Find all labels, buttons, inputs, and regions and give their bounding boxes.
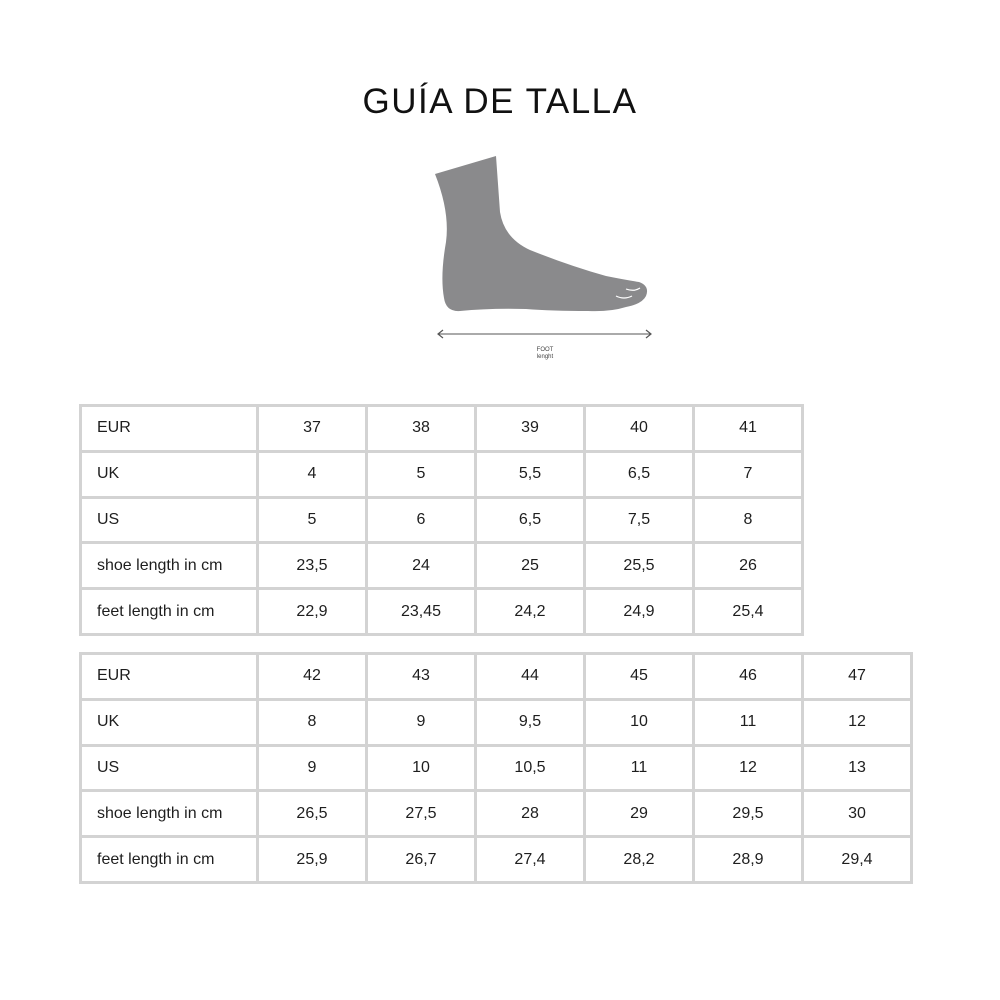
table-cell: 43 (368, 652, 477, 701)
table-cell: 5,5 (477, 453, 586, 499)
table-cell: 6 (368, 499, 477, 545)
table-cell: 30 (804, 792, 913, 838)
table-cell: 28 (477, 792, 586, 838)
table-cell: 8 (695, 499, 804, 545)
table-cell: 23,5 (259, 544, 368, 590)
table-cell: 37 (259, 404, 368, 453)
size-table-large (79, 652, 913, 884)
page-title: GUÍA DE TALLA (362, 82, 638, 121)
table-cell: 47 (804, 652, 913, 701)
table-cell: 9 (368, 701, 477, 747)
table-cell: 24 (368, 544, 477, 590)
foot-illustration (420, 150, 670, 375)
row-header: US (79, 499, 259, 545)
row-header: US (79, 747, 259, 793)
row-header: feet length in cm (79, 838, 259, 884)
table-cell: 39 (477, 404, 586, 453)
table-cell: 11 (586, 747, 695, 793)
table-cell: 5 (368, 453, 477, 499)
table-cell: 5 (259, 499, 368, 545)
table-cell: 26 (695, 544, 804, 590)
table-cell: 42 (259, 652, 368, 701)
table-cell: 26,7 (368, 838, 477, 884)
row-header: feet length in cm (79, 590, 259, 636)
row-header: EUR (79, 404, 259, 453)
table-cell: 12 (804, 701, 913, 747)
foot-caption-sublabel: lenght (536, 354, 554, 360)
table-cell: 23,45 (368, 590, 477, 636)
foot-outline-icon (420, 150, 670, 350)
table-cell: 29,5 (695, 792, 804, 838)
table-cell: 10,5 (477, 747, 586, 793)
table-cell: 28,9 (695, 838, 804, 884)
table-cell: 7,5 (586, 499, 695, 545)
table-cell: 29,4 (804, 838, 913, 884)
table-cell: 45 (586, 652, 695, 701)
table-cell: 9 (259, 747, 368, 793)
table-cell: 25,4 (695, 590, 804, 636)
table-cell: 7 (695, 453, 804, 499)
table-cell: 10 (368, 747, 477, 793)
table-cell: 25,5 (586, 544, 695, 590)
table-cell: 25,9 (259, 838, 368, 884)
table-cell: 12 (695, 747, 804, 793)
table-cell: 9,5 (477, 701, 586, 747)
row-header: shoe length in cm (79, 792, 259, 838)
table-cell: 6,5 (586, 453, 695, 499)
table-cell: 46 (695, 652, 804, 701)
table-cell: 38 (368, 404, 477, 453)
size-table-small (79, 404, 804, 636)
table-cell: 29 (586, 792, 695, 838)
table-cell: 41 (695, 404, 804, 453)
table-cell: 13 (804, 747, 913, 793)
table-cell: 27,5 (368, 792, 477, 838)
table-cell: 8 (259, 701, 368, 747)
table-cell: 22,9 (259, 590, 368, 636)
table-cell: 4 (259, 453, 368, 499)
table-cell: 24,2 (477, 590, 586, 636)
table-cell: 10 (586, 701, 695, 747)
table-cell: 40 (586, 404, 695, 453)
row-header: UK (79, 701, 259, 747)
row-header: UK (79, 453, 259, 499)
table-cell: 28,2 (586, 838, 695, 884)
table-cell: 25 (477, 544, 586, 590)
table-cell: 44 (477, 652, 586, 701)
table-cell: 26,5 (259, 792, 368, 838)
table-cell: 24,9 (586, 590, 695, 636)
row-header: shoe length in cm (79, 544, 259, 590)
row-header: EUR (79, 652, 259, 701)
table-cell: 27,4 (477, 838, 586, 884)
foot-caption-label: FOOT (536, 347, 554, 353)
table-cell: 6,5 (477, 499, 586, 545)
table-cell: 11 (695, 701, 804, 747)
